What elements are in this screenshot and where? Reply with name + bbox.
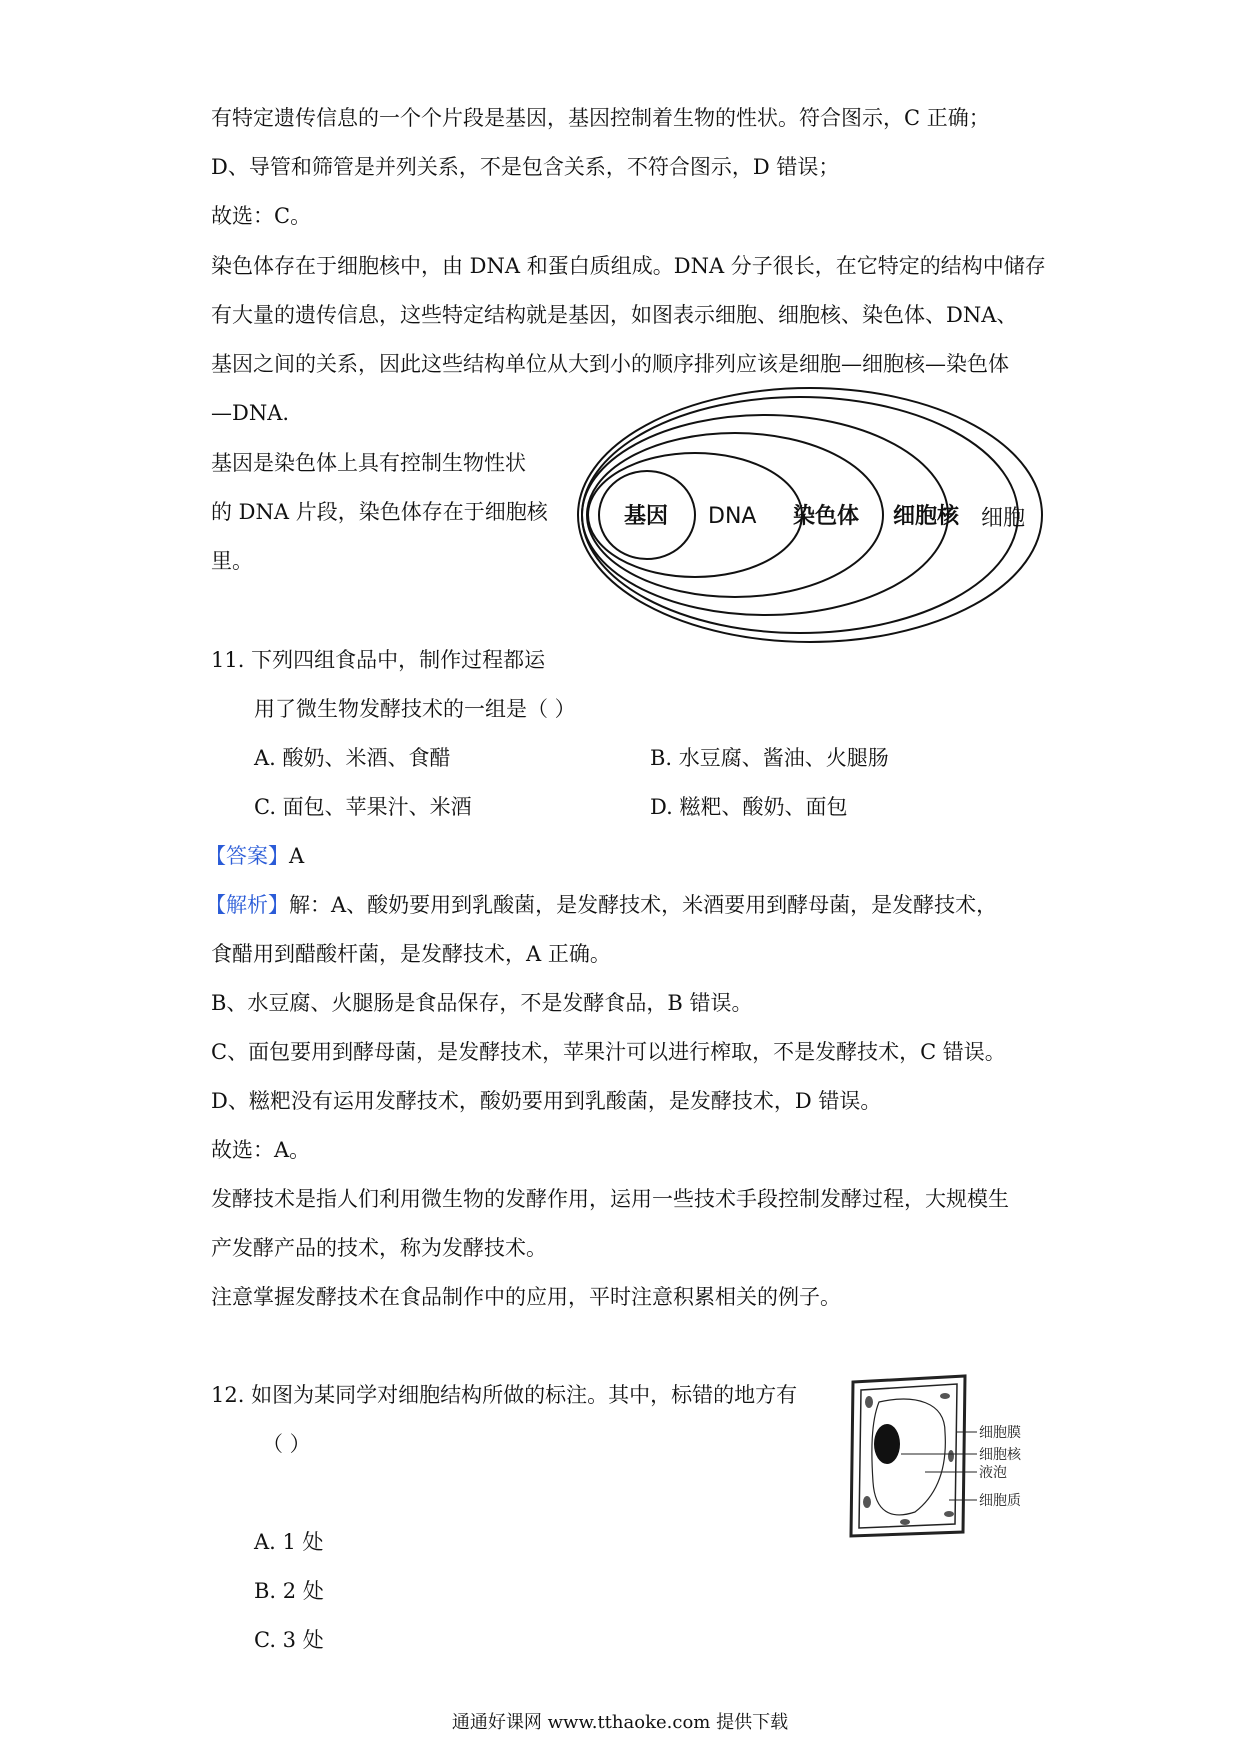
text-line: 染色体存在于细胞核中，由 DNA 和蛋白质组成。DNA 分子很长，在它特定的结构中储存: [211, 254, 1046, 278]
text-line: 基因之间的关系，因此这些结构单位从大到小的顺序排列应该是细胞—细胞核—染色体: [211, 352, 1009, 376]
chloroplast: [865, 1396, 873, 1408]
q11-option-d: D. 糍粑、酸奶、面包: [650, 795, 848, 819]
analysis-line: 注意掌握发酵技术在食品制作中的应用，平时注意积累相关的例子。: [211, 1285, 841, 1309]
q12-option-c: C. 3 处: [254, 1628, 324, 1652]
q11-option-c: C. 面包、苹果汁、米酒: [254, 795, 472, 819]
cell-label: 细胞质: [979, 1493, 1021, 1509]
chloroplast: [948, 1450, 954, 1462]
analysis-tag: 【解析】: [205, 893, 289, 917]
nucleus-label: 细胞核: [893, 504, 960, 529]
chloroplast: [900, 1519, 910, 1525]
q11-analysis: [205, 895, 997, 916]
side-text-line: 里。: [211, 549, 253, 573]
analysis-line: 食醋用到醋酸杆菌，是发酵技术，A 正确。: [211, 942, 611, 966]
analysis-line: 产发酵产品的技术，称为发酵技术。: [211, 1236, 547, 1260]
chloroplast: [863, 1496, 871, 1508]
side-text-line: 的 DNA 片段，染色体存在于细胞核: [211, 500, 548, 524]
chloroplast: [940, 1393, 950, 1399]
side-text-line: 基因是染色体上具有控制生物性状: [211, 451, 526, 475]
plant-cell-figure: [845, 1372, 1045, 1542]
chloroplast: [944, 1511, 954, 1517]
q12-option-a: A. 1 处: [254, 1530, 324, 1554]
gene-label: 基因: [624, 504, 669, 529]
text-line: —DNA.: [211, 401, 290, 425]
nucleus: [874, 1424, 900, 1464]
q12-stem: 12. 如图为某同学对细胞结构所做的标注。其中，标错的地方有: [211, 1383, 798, 1407]
answer-value: A: [289, 844, 305, 868]
nested-structure-diagram: [575, 385, 1045, 645]
text-line: 故选：C。: [211, 204, 312, 228]
cell-membrane: [859, 1384, 957, 1528]
analysis-line: 发酵技术是指人们利用微生物的发酵作用，运用一些技术手段控制发酵过程，大规模生: [211, 1187, 1009, 1211]
page-footer: 通通好课网 www.tthaoke.com 提供下载: [451, 1712, 789, 1733]
q11-stem: 用了微生物发酵技术的一组是（ ）: [254, 697, 576, 721]
q12-option-b: B. 2 处: [254, 1579, 324, 1603]
q12-stem: （ ）: [262, 1432, 311, 1456]
cell-label: 细胞核: [979, 1447, 1021, 1463]
dna-label: DNA: [708, 504, 757, 529]
text-line: 有特定遗传信息的一个个片段是基因，基因控制着生物的性状。符合图示，C 正确；: [211, 106, 990, 130]
answer-tag: 【答案】: [205, 844, 289, 868]
q11-stem: 11. 下列四组食品中，制作过程都运: [211, 648, 546, 672]
chromosome-label: 染色体: [793, 504, 860, 529]
text-line: D、导管和筛管是并列关系，不是包含关系，不符合图示，D 错误；: [211, 155, 840, 179]
analysis-line: 故选：A。: [211, 1138, 311, 1162]
cell-label: 细胞膜: [979, 1425, 1021, 1441]
analysis-line: B、水豆腐、火腿肠是食品保存，不是发酵食品，B 错误。: [211, 991, 753, 1015]
analysis-text: 解：A、酸奶要用到乳酸菌，是发酵技术，米酒要用到酵母菌，是发酵技术，: [289, 893, 998, 917]
analysis-line: D、糍粑没有运用发酵技术，酸奶要用到乳酸菌，是发酵技术，D 错误。: [211, 1089, 882, 1113]
analysis-line: C、面包要用到酵母菌，是发酵技术，苹果汁可以进行榨取，不是发酵技术，C 错误。: [211, 1040, 1006, 1064]
q11-option-a: A. 酸奶、米酒、食醋: [254, 746, 451, 770]
cell-label: 细胞: [981, 506, 1026, 531]
cell-label: 液泡: [979, 1465, 1007, 1481]
q11-option-b: B. 水豆腐、酱油、火腿肠: [650, 746, 889, 770]
q11-answer: [205, 846, 304, 867]
text-line: 有大量的遗传信息，这些特定结构就是基因，如图表示细胞、细胞核、染色体、DNA、: [211, 303, 1018, 327]
